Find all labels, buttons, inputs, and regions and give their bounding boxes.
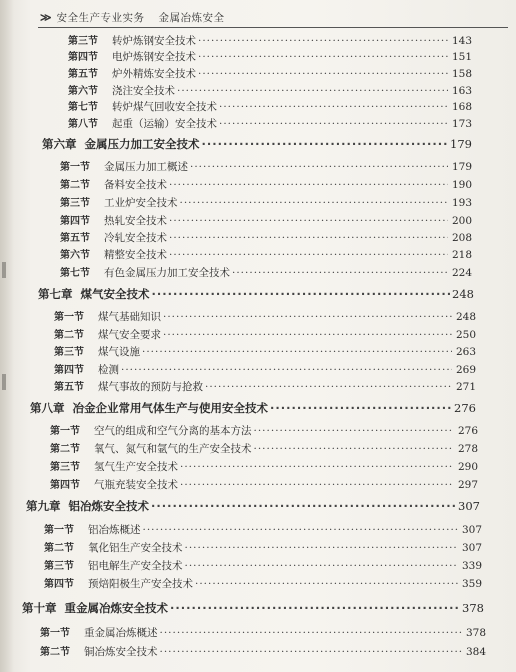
section-title: 煤气基础知识: [98, 311, 161, 323]
book-title: 金属冶炼安全: [158, 11, 225, 24]
chapter-title: 煤气安全技术: [80, 287, 150, 301]
dot-leader: [180, 461, 454, 473]
section-title: 起重（运输）安全技术: [112, 118, 217, 130]
section-number: 第四节: [50, 480, 80, 491]
toc-section-row[interactable]: [44, 575, 482, 591]
section-number: 第一节: [54, 312, 84, 323]
page-number: 248: [455, 311, 476, 323]
section-title: 铝冶炼概述: [88, 524, 141, 536]
section-number: 第五节: [60, 233, 90, 244]
toc-section-row[interactable]: [60, 176, 472, 192]
toc-section-row[interactable]: [60, 264, 472, 280]
dot-leader: [185, 542, 459, 554]
section-number: 第一节: [40, 628, 70, 639]
toc-section-row[interactable]: [50, 440, 478, 456]
toc-section-row[interactable]: [60, 212, 472, 228]
section-number: 第三节: [68, 36, 98, 47]
section-number: 第三节: [44, 561, 74, 572]
chapter-title: 铝冶炼安全技术: [68, 499, 149, 513]
section-title: 电炉炼钢安全技术: [112, 51, 196, 63]
section-number: 第一节: [44, 525, 74, 536]
dot-leader: [151, 499, 456, 513]
chapter-number: 第八章: [30, 401, 65, 415]
section-number: 第二节: [60, 180, 90, 191]
dot-leader: [202, 137, 449, 151]
dot-leader: [232, 267, 448, 279]
page-number: 271: [455, 381, 476, 393]
dot-leader: [152, 287, 451, 301]
page-number: 378: [462, 601, 484, 615]
chapter-title: 重金属冶炼安全技术: [64, 601, 168, 615]
section-number: 第二节: [44, 543, 74, 554]
dot-leader: [198, 35, 448, 47]
section-number: 第二节: [54, 330, 84, 341]
page-number: 359: [461, 578, 482, 590]
page-number: 290: [457, 461, 478, 473]
page-number: 190: [451, 179, 472, 191]
page-number: 200: [451, 215, 472, 227]
dot-leader: [219, 101, 448, 113]
section-number: 第七节: [68, 102, 98, 113]
section-title: 氢气生产安全技术: [94, 461, 178, 473]
section-title: 浇注安全技术: [112, 85, 175, 97]
section-title: 热轧安全技术: [104, 215, 167, 227]
dot-leader: [190, 161, 448, 173]
chapter-title: 金属压力加工安全技术: [84, 137, 200, 151]
toc-section-row[interactable]: [50, 458, 478, 474]
section-number: 第四节: [54, 365, 84, 376]
toc-chapter-row[interactable]: [26, 498, 480, 514]
dot-leader: [180, 197, 449, 209]
toc-section-row[interactable]: [54, 308, 476, 324]
dot-leader: [180, 479, 454, 491]
page-number: 151: [451, 51, 472, 63]
section-title: 铝电解生产安全技术: [88, 560, 183, 572]
dot-leader: [169, 232, 448, 244]
toc-section-row[interactable]: [68, 115, 472, 131]
section-title: 空气的组成和空气分离的基本方法: [94, 425, 252, 437]
dot-leader: [254, 443, 455, 455]
section-number: 第四节: [68, 52, 98, 63]
dot-leader: [160, 646, 463, 658]
section-title: 检测: [98, 364, 119, 376]
toc-section-row[interactable]: [60, 229, 472, 245]
toc-section-row[interactable]: [60, 246, 472, 262]
chapter-title: 冶金企业常用气体生产与使用安全技术: [72, 401, 268, 415]
toc-section-row[interactable]: [50, 476, 478, 492]
section-title: 煤气设施: [98, 346, 140, 358]
section-number: 第一节: [50, 426, 80, 437]
section-title: 有色金属压力加工安全技术: [104, 267, 230, 279]
section-title: 煤气安全要求: [98, 329, 161, 341]
dot-leader: [163, 329, 452, 341]
toc-section-row[interactable]: [54, 343, 476, 359]
dot-leader: [121, 364, 452, 376]
section-number: 第一节: [60, 162, 90, 173]
page-number: 269: [455, 364, 476, 376]
section-number: 第五节: [68, 69, 98, 80]
section-number: 第三节: [60, 198, 90, 209]
section-number: 第四节: [60, 216, 90, 227]
toc-chapter-row[interactable]: [38, 286, 474, 302]
dot-leader: [170, 601, 460, 615]
series-title: 安全生产专业实务: [56, 11, 145, 24]
page-number: 248: [452, 287, 474, 301]
section-title: 重金属冶炼概述: [84, 627, 158, 639]
section-title: 氧化铝生产安全技术: [88, 542, 183, 554]
page-number: 173: [451, 118, 472, 130]
toc-section-row[interactable]: [40, 624, 486, 640]
section-title: 预焙阳极生产安全技术: [88, 578, 193, 590]
dot-leader: [195, 578, 458, 590]
page-number: 193: [451, 197, 472, 209]
page-number: 278: [457, 443, 478, 455]
section-title: 精整安全技术: [104, 249, 167, 261]
toc-section-row[interactable]: [44, 521, 482, 537]
page-number: 208: [451, 232, 472, 244]
chapter-number: 第十章: [22, 601, 57, 615]
page-number: 179: [450, 137, 472, 151]
dot-leader: [205, 381, 452, 393]
section-title: 金属压力加工概述: [104, 161, 188, 173]
page-number: 218: [451, 249, 472, 261]
section-number: 第八节: [68, 119, 98, 130]
section-title: 煤气事故的预防与抢救: [98, 381, 203, 393]
page-number: 179: [451, 161, 472, 173]
section-title: 冷轧安全技术: [104, 232, 167, 244]
toc-chapter-row[interactable]: [30, 400, 476, 416]
page-number: 276: [454, 401, 476, 415]
page-number: 143: [451, 35, 472, 47]
toc-section-row[interactable]: [40, 643, 486, 659]
section-number: 第六节: [68, 86, 98, 97]
section-number: 第六节: [60, 250, 90, 261]
toc-section-row[interactable]: [60, 158, 472, 174]
toc-section-row[interactable]: [44, 539, 482, 555]
section-number: 第二节: [40, 647, 70, 658]
section-number: 第二节: [50, 444, 80, 455]
section-number: 第七节: [60, 268, 90, 279]
double-chevron-icon: ≫: [40, 10, 51, 24]
section-number: 第三节: [54, 347, 84, 358]
toc-section-row[interactable]: [50, 422, 478, 438]
page-number: 168: [451, 101, 472, 113]
dot-leader: [270, 401, 452, 415]
section-title: 铜冶炼安全技术: [84, 646, 158, 658]
page-number: 339: [461, 560, 482, 572]
toc-section-row[interactable]: [68, 48, 472, 64]
dot-leader: [219, 118, 448, 130]
dot-leader: [169, 215, 448, 227]
section-title: 氧气、氮气和氩气的生产安全技术: [94, 443, 252, 455]
dot-leader: [198, 68, 448, 80]
dot-leader: [143, 524, 459, 536]
section-number: 第五节: [54, 382, 84, 393]
section-number: 第三节: [50, 462, 80, 473]
dot-leader: [142, 346, 452, 358]
page-number: 378: [465, 627, 486, 639]
toc-chapter-row[interactable]: [22, 600, 484, 616]
section-title: 炉外精炼安全技术: [112, 68, 196, 80]
chapter-number: 第六章: [42, 137, 77, 151]
toc-section-row[interactable]: [54, 361, 476, 377]
page-number: 384: [465, 646, 486, 658]
dot-leader: [198, 51, 448, 63]
dot-leader: [160, 627, 463, 639]
toc-section-row[interactable]: [54, 326, 476, 342]
dot-leader: [169, 179, 448, 191]
page-number: 163: [451, 85, 472, 97]
page-number: 158: [451, 68, 472, 80]
section-title: 备料安全技术: [104, 179, 167, 191]
toc-section-row[interactable]: [68, 65, 472, 81]
dot-leader: [177, 85, 448, 97]
section-number: 第四节: [44, 579, 74, 590]
page-number: 307: [461, 542, 482, 554]
dot-leader: [169, 249, 448, 261]
page-number: 307: [458, 499, 480, 513]
toc-section-row[interactable]: [68, 98, 472, 114]
toc-section-row[interactable]: [68, 32, 472, 48]
page-number: 307: [461, 524, 482, 536]
chapter-number: 第七章: [38, 287, 73, 301]
toc-section-row[interactable]: [68, 82, 472, 98]
page-number: 297: [457, 479, 478, 491]
chapter-number: 第九章: [26, 499, 61, 513]
dot-leader: [254, 425, 455, 437]
page-number: 224: [451, 267, 472, 279]
page-number: 250: [455, 329, 476, 341]
toc-chapter-row[interactable]: [42, 136, 472, 152]
toc-section-row[interactable]: [44, 557, 482, 573]
toc-section-row[interactable]: [54, 378, 476, 394]
section-title: 气瓶充装安全技术: [94, 479, 178, 491]
toc-section-row[interactable]: [60, 194, 472, 210]
section-title: 转炉炼钢安全技术: [112, 35, 196, 47]
section-title: 工业炉安全技术: [104, 197, 178, 209]
page-number: 263: [455, 346, 476, 358]
dot-leader: [163, 311, 452, 323]
section-title: 转炉煤气回收安全技术: [112, 101, 217, 113]
dot-leader: [185, 560, 459, 572]
page-number: 276: [457, 425, 478, 437]
